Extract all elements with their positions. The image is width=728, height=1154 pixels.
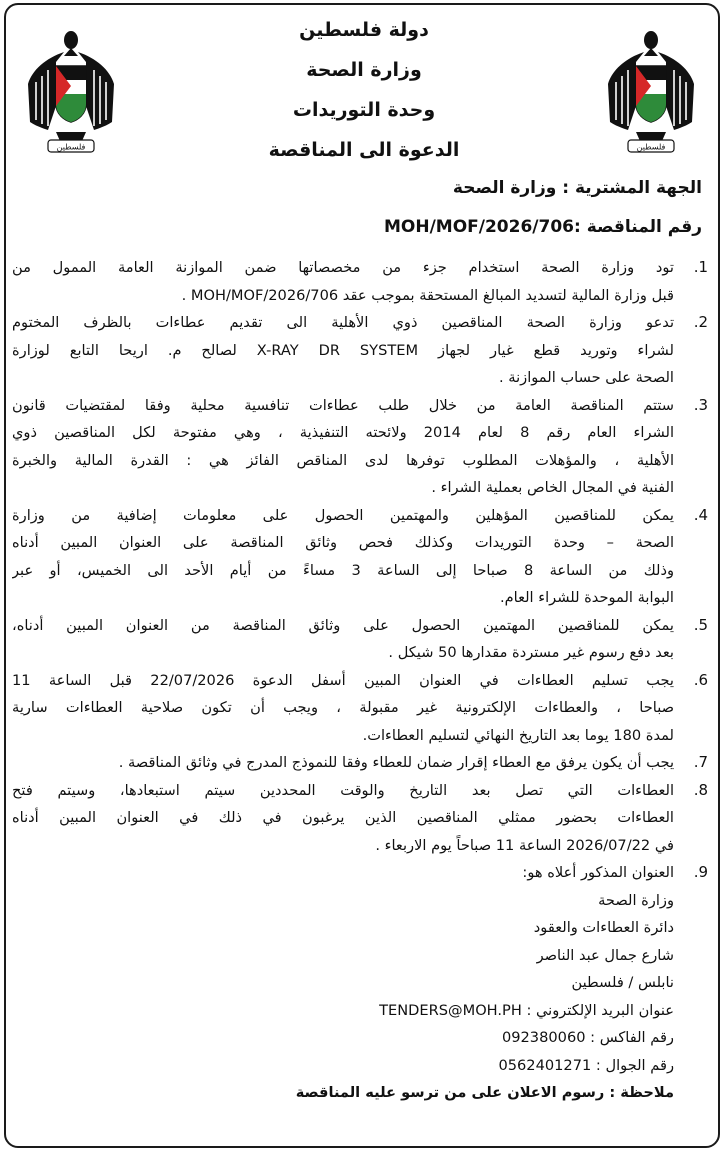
address-intro: العنوان المذكور أعلاه هو: — [522, 864, 674, 881]
clause-2 — [12, 309, 714, 392]
clause-line: يجب أن يكون يرفق مع العطاء إقرار ضمان للعطاء وفقا للنموذج المدرج في وثائق المناقصة . — [118, 754, 674, 771]
address-ministry: وزارة الصحة — [598, 891, 674, 909]
clause-number: .2 — [693, 313, 708, 331]
clause-line: يمكن للمناقصين المهتمين الحصول على وثائق المناقصة من العنوان المبين أدناه، — [12, 616, 674, 634]
clause-3 — [12, 392, 714, 502]
clause-line: قبل وزارة المالية لتسديد المبالغ المستحقة بموجب عقد MOH/MOF/2026/706 . — [181, 286, 674, 304]
clause-line: الفنية في المجال الخاص بعملية الشراء . — [431, 479, 674, 496]
clause-number: .6 — [693, 670, 708, 689]
clause-1 — [12, 254, 714, 309]
header-line-ministry: وزارة الصحة — [306, 59, 422, 81]
clause-line: الشراء العام رقم 8 لعام 2014 ولائحته التنفيذية ، وهي مفتوحة لكل المناقصين ذوي — [12, 424, 674, 441]
advertisement-note: ملاحظة : رسوم الاعلان على من ترسو عليه المناقصة — [295, 1084, 674, 1101]
svg-text:فلسطين: فلسطين — [56, 142, 86, 152]
clause-5 — [12, 612, 714, 667]
address-mobile: رقم الجوال : 0562401271 — [498, 1056, 674, 1074]
clause-line: الأهلية ، والمؤهلات المطلوب توفرها لدى المناقص الفائز هي : القدرة المالية والخبرة — [12, 451, 674, 469]
clause-line: الصحة على حساب الموازنة . — [499, 369, 674, 386]
clause-number: .4 — [693, 505, 708, 524]
address-email: عنوان البريد الإلكتروني : TENDERS@MOH.PH — [379, 1001, 674, 1019]
clause-line: يجب تسليم العطاءات في العنوان المبين أسفل الدعوة 22/07/2026 قبل الساعة 11 — [12, 671, 674, 689]
clause-line: في 2026/07/22 الساعة 11 صباحاً يوم الاربعاء . — [375, 836, 674, 854]
clause-line: بعد دفع رسوم غير مستردة مقدارها 50 شيكل . — [388, 644, 674, 661]
address-fax: رقم الفاكس : 092380060 — [501, 1029, 674, 1046]
clause-line: ستتم المناقصة العامة من خلال طلب عطاءات تنافسية محلية وفقا لمقتضيات قانون — [12, 396, 674, 414]
tender-number: رقم المناقصة :MOH/MOF/2026/706 — [383, 217, 702, 237]
header-line-invitation: الدعوة الى المناقصة — [268, 139, 460, 161]
clause-number: .7 — [693, 753, 708, 771]
palestine-eagle-emblem-icon — [26, 22, 116, 162]
clause-line: وذلك من الساعة 8 صباحا إلى الساعة 3 مساءً من أيام الأحد الى الخميس، أو عبر — [12, 561, 674, 579]
clause-line: الصحة – وحدة التوريدات وكذلك فحص وثائق المناقصة على العنوان المبين أدناه — [12, 534, 674, 551]
address-city: نابلس / فلسطين — [571, 974, 674, 991]
header-title-block — [150, 10, 578, 170]
clause-number: .1 — [693, 258, 708, 276]
address-department: دائرة العطاءات والعقود — [533, 919, 674, 936]
clause-9-address — [12, 859, 714, 1107]
clause-number: .5 — [693, 615, 708, 634]
tender-clauses — [12, 254, 714, 1107]
clause-line: البوابة الموحدة للشراء العام. — [499, 589, 674, 606]
document-header — [0, 0, 728, 180]
header-line-state: دولة فلسطين — [299, 19, 429, 41]
clause-line: تود وزارة الصحة استخدام جزء من مخصصاتها ضمن الموازنة العامة الممول من — [12, 259, 674, 276]
header-line-unit: وحدة التوريدات — [292, 99, 436, 121]
clause-7 — [12, 749, 714, 777]
clause-4 — [12, 502, 714, 612]
svg-text:فلسطين: فلسطين — [636, 142, 666, 152]
clause-line: صباحا ، والعطاءات الإلكترونية غير مقبولة ، ويجب أن تكون صلاحية العطاءات سارية — [12, 699, 674, 716]
clause-8 — [12, 777, 714, 860]
clause-number: .8 — [693, 780, 708, 799]
clause-line: لمدة 180 يوما بعد التاريخ النهائي لتسليم العطاءات. — [362, 726, 674, 744]
clause-number: .9 — [693, 863, 708, 881]
clause-number: .3 — [693, 395, 708, 414]
clause-line: تدعو وزارة الصحة المناقصين ذوي الأهلية الى تقديم عطاءات بالظرف المختوم — [12, 314, 674, 331]
procuring-entity: الجهة المشترية : وزارة الصحة — [452, 178, 702, 198]
clause-line: العطاءات بحضور ممثلي المناقصين الذين يرغبون في ذلك في العنوان المبين أدناه — [12, 809, 674, 826]
address-street: شارع جمال عبد الناصر — [536, 946, 674, 964]
clause-line: لشراء وتوريد قطع غيار لجهاز X-RAY DR SYSTEM لصالح م. اريحا التابع لوزارة — [12, 341, 674, 359]
clause-line: يمكن للمناقصين المؤهلين والمهتمين الحصول على معلومات إضافية من وزارة — [12, 506, 674, 524]
clause-line: العطاءات التي تصل بعد التاريخ والوقت المحددين سيتم استبعادها، وسيتم فتح — [12, 781, 674, 799]
clause-6 — [12, 667, 714, 750]
palestine-eagle-emblem-icon — [606, 22, 696, 162]
